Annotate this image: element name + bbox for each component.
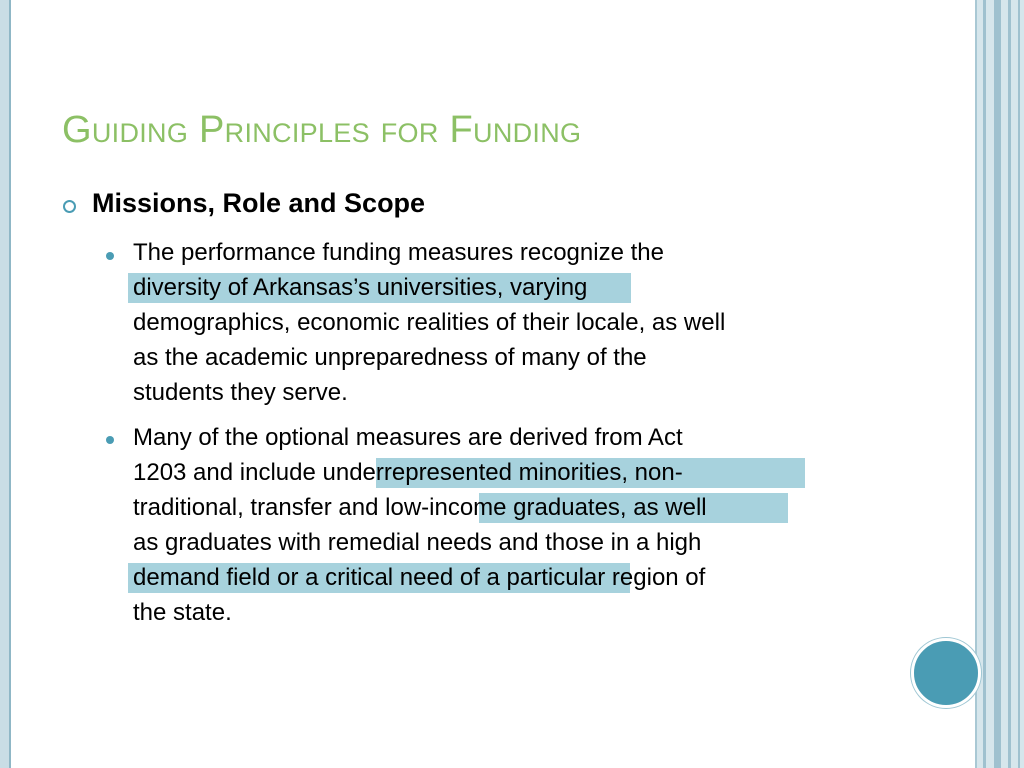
dot-bullet-icon: [106, 436, 114, 444]
frame-left-line: [9, 0, 11, 768]
ring-bullet-icon: [63, 200, 76, 213]
sub-bullet-2: [133, 420, 893, 630]
decorative-circle: [911, 638, 981, 708]
text-line: The performance funding measures recognize the: [133, 239, 664, 266]
slide-title: Guiding Principles for Funding: [62, 109, 582, 151]
text-line: as the academic unpreparedness of many of the: [133, 344, 647, 371]
text-line: the state.: [133, 599, 232, 626]
text-line: traditional, transfer and low-income graduates, as well: [133, 490, 893, 525]
frame-right-band: [977, 0, 1024, 768]
text-line: diversity of Arkansas’s universities, varying: [133, 270, 893, 305]
text-line: as graduates with remedial needs and those in a high: [133, 529, 702, 556]
text-line: Many of the optional measures are derived from Act: [133, 424, 683, 451]
dot-bullet-icon: [106, 252, 114, 260]
text-line: 1203 and include underrepresented minorities, non-: [133, 455, 893, 490]
frame-left-band: [0, 0, 9, 768]
text-line: students they serve.: [133, 379, 348, 406]
bullet-heading: Missions, Role and Scope: [92, 188, 426, 218]
text-line: demand field or a critical need of a particular region of: [133, 560, 893, 595]
sub-bullet-1: [133, 235, 893, 410]
text-line: demographics, economic realities of their locale, as well: [133, 309, 726, 336]
